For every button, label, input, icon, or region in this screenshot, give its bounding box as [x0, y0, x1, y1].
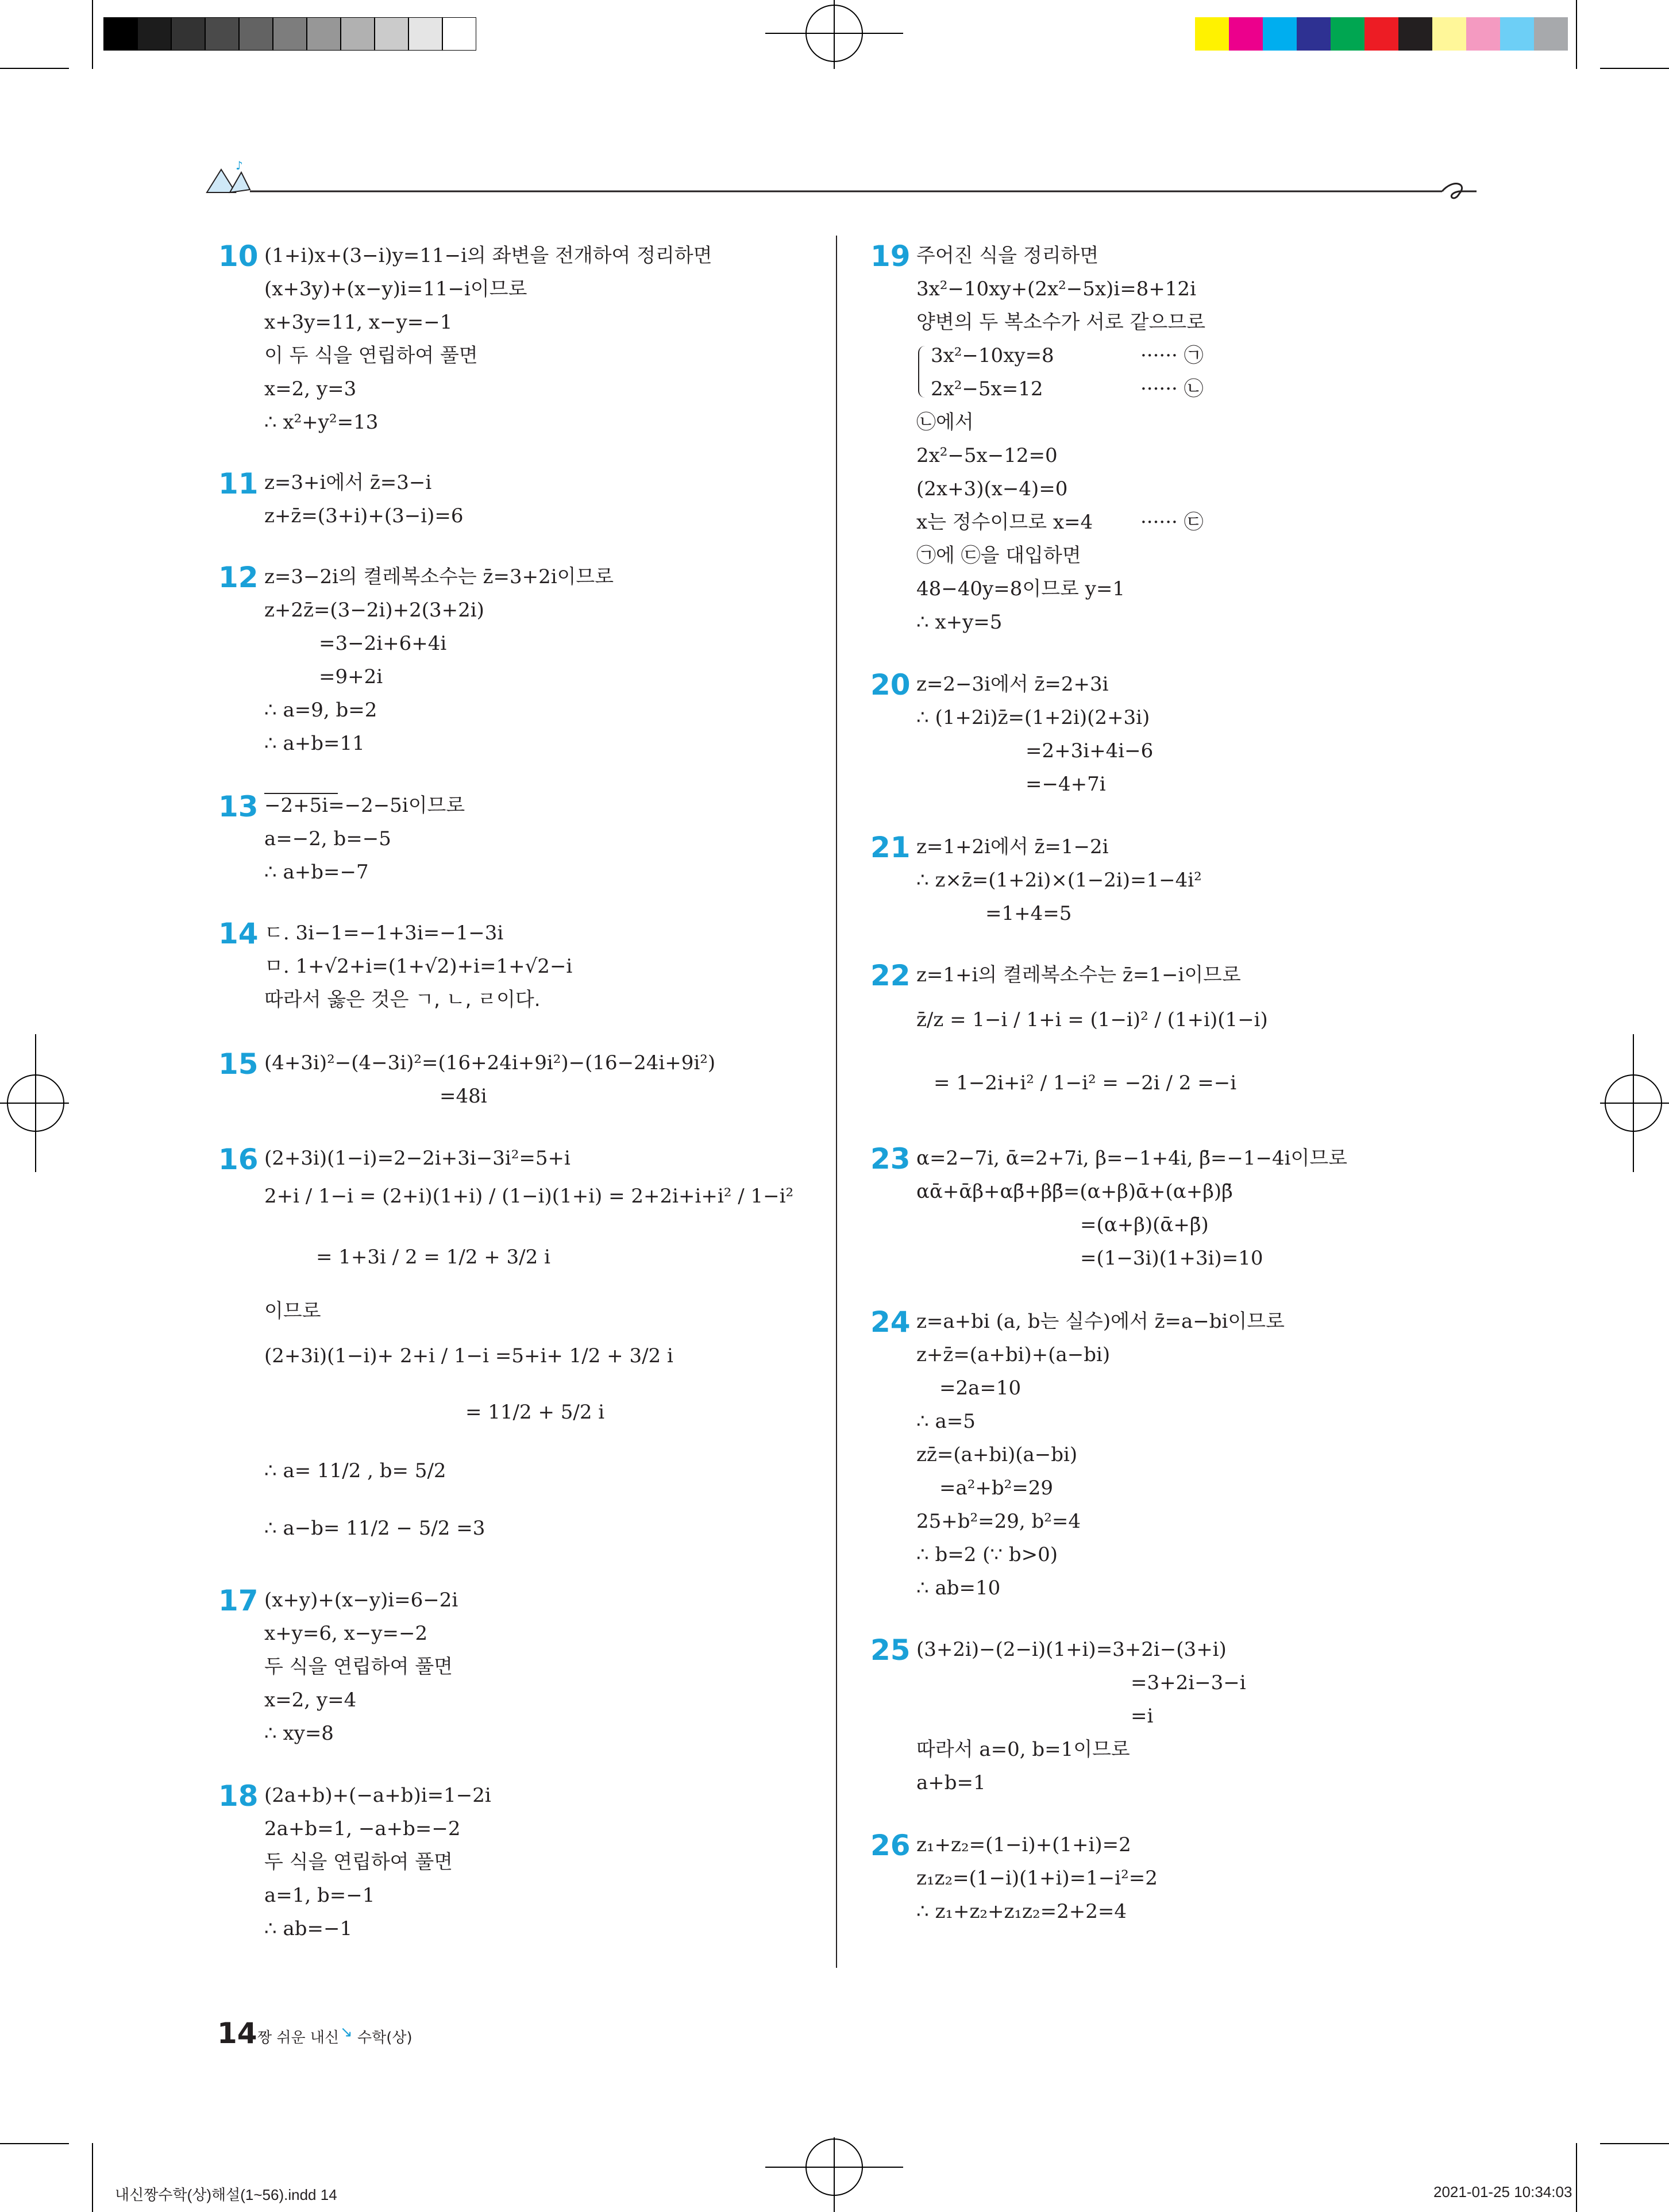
solution-line: ∴ ab=10 — [916, 1577, 1001, 1600]
problem-number: 17 — [218, 1584, 259, 1617]
solution-line: (4+3i)²−(4−3i)²=(16+24i+9i²)−(16−24i+9i²) — [264, 1051, 716, 1074]
solution-line: 이므로 — [264, 1300, 321, 1323]
solution-line: a=1, b=−1 — [264, 1884, 375, 1907]
color-swatch — [1263, 17, 1297, 51]
color-swatch — [1398, 17, 1432, 51]
solution-line: 2a+b=1, −a+b=−2 — [264, 1817, 461, 1840]
gray-swatch — [137, 17, 171, 51]
gray-swatch — [408, 17, 442, 51]
solution-line: (2a+b)+(−a+b)i=1−2i — [264, 1784, 491, 1807]
gray-swatch — [273, 17, 307, 51]
solution-line: ∴ a+b=11 — [264, 732, 365, 755]
problem-number: 23 — [870, 1142, 911, 1176]
gray-swatch — [205, 17, 239, 51]
solution-line: z+z̄=(a+bi)+(a−bi) — [916, 1343, 1111, 1366]
color-swatch — [1466, 17, 1500, 51]
column-divider — [836, 236, 837, 1968]
solution-line: ㉠에 ㉢을 대입하면 — [916, 544, 1081, 567]
solution-line: ㅁ. 1+√2+i=(1+√2)+i=1+√2−i — [264, 955, 573, 978]
svg-text:♪: ♪ — [236, 159, 243, 172]
solution-line: z=3+i에서 z̄=3−i — [264, 471, 432, 494]
color-swatch — [1365, 17, 1398, 51]
solution-line: (2+3i)(1−i)=2−2i+3i−3i²=5+i — [264, 1147, 571, 1170]
solution-line: =−4+7i — [1026, 773, 1106, 796]
solution-line: z=1+2i에서 z̄=1−2i — [916, 835, 1109, 858]
solution-line: =2a=10 — [939, 1377, 1022, 1400]
solution-line: 주어진 식을 정리하면 — [916, 244, 1099, 267]
crop-mark — [1576, 2143, 1577, 2212]
solution-line: z₁z₂=(1−i)(1+i)=1−i²=2 — [916, 1867, 1158, 1890]
solution-line: (2+3i)(1−i)+ 2+i / 1−i =5+i+ 1/2 + 3/2 i — [264, 1344, 673, 1367]
solution-line: 따라서 옳은 것은 ㄱ, ㄴ, ㄹ이다. — [264, 988, 541, 1011]
solution-line: z=a+bi (a, b는 실수)에서 z̄=a−bi이므로 — [916, 1310, 1285, 1333]
solution-line: −2+5i=−2−5i이므로 — [264, 794, 465, 817]
crop-mark — [1576, 0, 1577, 69]
crop-mark — [92, 0, 93, 69]
solution-line: ∴ x²+y²=13 — [264, 411, 379, 434]
solution-line: =2+3i+4i−6 — [1026, 739, 1154, 762]
solution-line: x+y=6, x−y=−2 — [264, 1622, 428, 1645]
solution-line: a=−2, b=−5 — [264, 827, 391, 850]
system-brace — [918, 346, 925, 398]
crop-mark — [0, 68, 69, 69]
solution-line: 따라서 a=0, b=1이므로 — [916, 1738, 1130, 1761]
solution-line: ∴ a−b= 11/2 − 5/2 =3 — [264, 1517, 485, 1540]
color-swatch — [1331, 17, 1365, 51]
crop-mark — [0, 2143, 69, 2144]
problem-number: 18 — [218, 1779, 259, 1813]
solution-line: (3+2i)−(2−i)(1+i)=3+2i−(3+i) — [916, 1638, 1227, 1661]
gray-swatch — [239, 17, 273, 51]
solution-line: =1+4=5 — [985, 902, 1072, 925]
ribbon-header — [195, 152, 1494, 210]
gray-swatch — [375, 17, 408, 51]
solution-line: =(1−3i)(1+3i)=10 — [1080, 1247, 1263, 1270]
problem-number: 20 — [870, 668, 911, 702]
color-swatch — [1500, 17, 1534, 51]
gray-swatch — [442, 17, 476, 51]
conjugate-bar — [264, 793, 338, 794]
gray-swatch — [103, 17, 137, 51]
book-title: 짱 쉬운 내신 — [257, 2029, 340, 2047]
page-number: 14 — [217, 2017, 257, 2050]
color-swatch — [1432, 17, 1466, 51]
solution-line: 48−40y=8이므로 y=1 — [916, 577, 1125, 600]
solution-line: (1+i)x+(3−i)y=11−i의 좌변을 전개하여 정리하면 — [264, 244, 712, 267]
slug-timestamp: 2021-01-25 10:34:03 — [1433, 2183, 1572, 2201]
problem-number: 24 — [870, 1305, 911, 1339]
solution-line: αᾱ+ᾱβ+αβ̄+ββ̄=(α+β)ᾱ+(α+β)β̄ — [916, 1180, 1233, 1203]
solution-line: = 1−2i+i² / 1−i² = −2i / 2 =−i — [934, 1072, 1237, 1095]
solution-line: ∴ x+y=5 — [916, 611, 1003, 634]
color-swatch — [1297, 17, 1331, 51]
solution-line: z+2z̄=(3−2i)+2(3+2i) — [264, 599, 484, 622]
crop-mark — [1600, 68, 1669, 69]
crop-mark — [1600, 2143, 1669, 2144]
solution-line: ㉡에서 — [916, 411, 974, 434]
solution-line: ∴ a+b=−7 — [264, 861, 369, 884]
problem-number: 13 — [218, 790, 259, 823]
book-subject: 수학(상) — [357, 2029, 413, 2047]
solution-line: ∴ xy=8 — [264, 1722, 334, 1745]
solution-line: z=2−3i에서 z̄=2+3i — [916, 673, 1109, 696]
solution-line: x+3y=11, x−y=−1 — [264, 311, 453, 334]
equation-tag: ······ ㉢ — [1140, 511, 1204, 534]
equation-tag: ······ ㉠ — [1140, 344, 1204, 367]
problem-number: 22 — [870, 959, 911, 992]
problem-number: 15 — [218, 1047, 259, 1081]
solution-line: 2x²−5x−12=0 — [916, 444, 1058, 467]
solution-line: 3x²−10xy+(2x²−5x)i=8+12i — [916, 278, 1196, 300]
solution-line: α=2−7i, ᾱ=2+7i, β=−1+4i, β̄=−1−4i이므로 — [916, 1147, 1348, 1170]
solution-line: (x+y)+(x−y)i=6−2i — [264, 1589, 458, 1612]
problem-number: 11 — [218, 467, 259, 500]
slug-filename: 내신짱수학(상)해설(1~56).indd 14 — [115, 2186, 337, 2203]
problem-number: 21 — [870, 831, 911, 864]
solution-line: zz̄=(a+bi)(a−bi) — [916, 1443, 1078, 1466]
crop-mark — [92, 2143, 93, 2212]
logo-icon: ↘ — [340, 2024, 353, 2041]
problem-number: 12 — [218, 561, 259, 594]
solution-line: =3+2i−3−i — [1131, 1671, 1246, 1694]
problem-number: 10 — [218, 240, 259, 273]
solution-line: ∴ ab=−1 — [264, 1917, 353, 1940]
equation-tag: ······ ㉡ — [1140, 377, 1204, 400]
color-swatch — [1195, 17, 1229, 51]
solution-line: z+z̄=(3+i)+(3−i)=6 — [264, 504, 464, 527]
problem-number: 26 — [870, 1829, 911, 1862]
solution-line: =3−2i+6+4i — [319, 632, 447, 655]
solution-line: 이 두 식을 연립하여 풀면 — [264, 344, 478, 367]
solution-line: =9+2i — [319, 665, 383, 688]
color-swatch — [1229, 17, 1263, 51]
solution-line: 25+b²=29, b²=4 — [916, 1510, 1081, 1533]
solution-line: x=2, y=4 — [264, 1689, 357, 1712]
solution-line: ㄷ. 3i−1=−1+3i=−1−3i — [264, 922, 504, 945]
solution-line: x는 정수이므로 x=4 — [916, 511, 1093, 534]
solution-line: 2+i / 1−i = (2+i)(1+i) / (1−i)(1+i) = 2+2i+i+i² / 1−i² — [264, 1185, 794, 1208]
solution-line: (x+3y)+(x−y)i=11−i이므로 — [264, 278, 527, 300]
solution-line: 양변의 두 복소수가 서로 같으므로 — [916, 311, 1206, 334]
gray-swatch — [171, 17, 205, 51]
solution-line: ∴ z₁+z₂+z₁z₂=2+2=4 — [916, 1900, 1127, 1923]
problem-number: 16 — [218, 1143, 259, 1176]
solution-line: =i — [1131, 1705, 1154, 1728]
solution-line: a+b=1 — [916, 1771, 986, 1794]
solution-line: =(α+β)(ᾱ+β̄) — [1080, 1213, 1209, 1236]
color-swatch — [1534, 17, 1568, 51]
solution-line: ∴ a= 11/2 , b= 5/2 — [264, 1459, 446, 1482]
solution-line: z=3−2i의 켤레복소수는 z̄=3+2i이므로 — [264, 565, 614, 588]
solution-line: (2x+3)(x−4)=0 — [916, 477, 1068, 500]
solution-line: = 11/2 + 5/2 i — [465, 1401, 605, 1424]
solution-line: = 1+3i / 2 = 1/2 + 3/2 i — [316, 1246, 550, 1269]
solution-line: ∴ (1+2i)z̄=(1+2i)(2+3i) — [916, 706, 1150, 729]
solution-line: 두 식을 연립하여 풀면 — [264, 1655, 453, 1678]
solution-line: =a²+b²=29 — [939, 1477, 1054, 1500]
solution-line: ∴ a=9, b=2 — [264, 699, 377, 722]
solution-line: 3x²−10xy=8 — [931, 344, 1054, 367]
solution-line: =48i — [440, 1085, 487, 1108]
problem-number: 14 — [218, 917, 259, 950]
solution-line: z₁+z₂=(1−i)+(1+i)=2 — [916, 1833, 1131, 1856]
solution-line: 2x²−5x=12 — [931, 377, 1043, 400]
solution-line: ∴ a=5 — [916, 1410, 976, 1433]
solution-line: x=2, y=3 — [264, 377, 357, 400]
problem-number: 19 — [870, 240, 911, 273]
solution-line: 두 식을 연립하여 풀면 — [264, 1851, 453, 1874]
solution-line: ∴ b=2 (∵ b>0) — [916, 1543, 1058, 1566]
gray-swatch — [341, 17, 375, 51]
solution-line: ∴ z×z̄=(1+2i)×(1−2i)=1−4i² — [916, 869, 1202, 892]
gray-swatch — [307, 17, 341, 51]
problem-number: 25 — [870, 1633, 911, 1667]
solution-line: z̄/z = 1−i / 1+i = (1−i)² / (1+i)(1−i) — [916, 1008, 1268, 1031]
solution-line: z=1+i의 켤레복소수는 z̄=1−i이므로 — [916, 964, 1241, 986]
